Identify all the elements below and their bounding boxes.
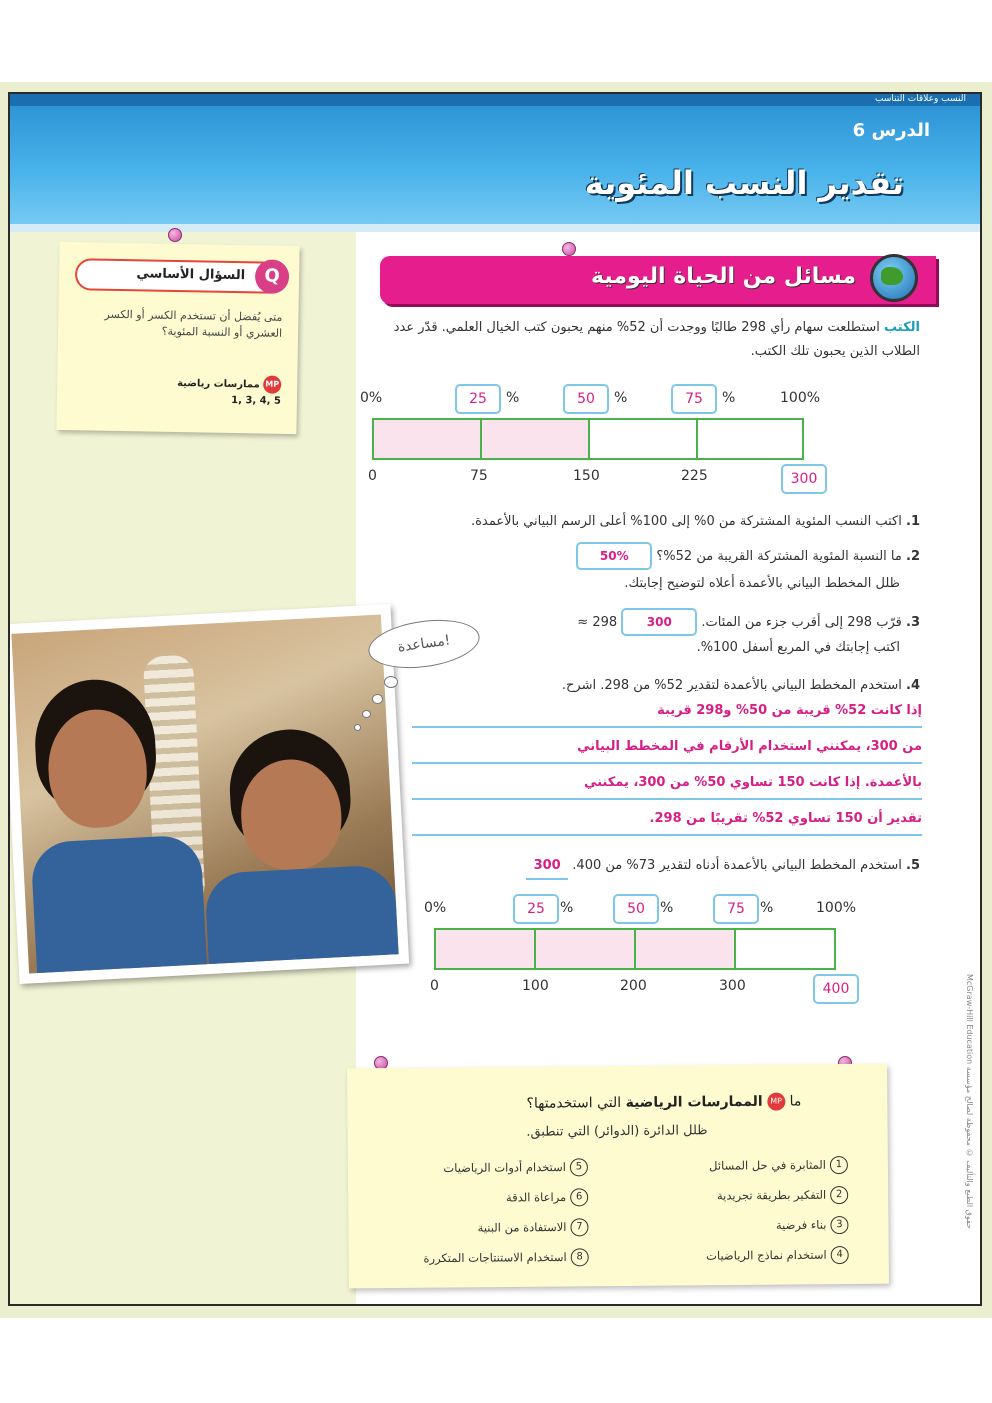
pct-sign: % [560, 900, 574, 916]
students-photo [8, 604, 409, 984]
practice-item[interactable] [423, 1248, 588, 1267]
circle-option[interactable]: 7 [570, 1218, 588, 1236]
total-answer-box[interactable]: 300 [781, 464, 827, 494]
question-text: اكتب النسب المئوية المشتركة من 0% إلى 100% أعلى الرسم البياني بالأعمدة. [471, 514, 902, 529]
practice-item[interactable] [478, 1218, 589, 1237]
percent-bar [372, 418, 804, 460]
copyright-credit: McGraw-Hill Education حقوق الطبع والتأليف © محفوظة لصالح مؤسسة [965, 974, 974, 1229]
pct-sign: % [760, 900, 774, 916]
practice-label: مراعاة الدقة [505, 1189, 567, 1205]
title-suffix: التي استخدمتها؟ [526, 1094, 622, 1112]
question-number: 5. [906, 858, 920, 873]
pct-label-end: 100% [816, 900, 857, 916]
pin-icon [562, 242, 576, 256]
shirt [204, 864, 398, 973]
tick-label: 100 [522, 978, 549, 994]
answer-box[interactable]: 300 [621, 608, 697, 636]
tick-label: 225 [681, 468, 708, 484]
intro-keyword: الكتب [884, 320, 920, 335]
practice-label: استخدام نماذج الرياضيات [706, 1247, 827, 1263]
circle-option[interactable]: 8 [571, 1248, 589, 1266]
percent-bar [434, 928, 836, 970]
bar-segment[interactable] [698, 420, 802, 458]
pct-sign: % [506, 390, 520, 406]
essential-question-note [56, 242, 299, 434]
answer-blank[interactable]: 300 [526, 854, 568, 880]
answer-line[interactable]: من 300، يمكنني استخدام الأرقام في المخطط البياني [412, 728, 922, 764]
shirt [30, 834, 208, 973]
approx-expression: 298 ≈ [577, 615, 618, 630]
question-number: 3. [906, 615, 920, 630]
question-3-instruction: اكتب إجابتك في المربع أسفل 100%. [696, 640, 900, 655]
bar-segment[interactable] [736, 930, 834, 968]
essential-question-text: متى يُفضل أن تستخدم الكسر أو الكسر العشري أو النسبة المئوية؟ [104, 307, 283, 340]
circle-option[interactable]: 2 [830, 1186, 848, 1204]
intro-text: استطلعت سهام رأي 298 طالبًا ووجدت أن 52% منهم يحبون كتب الخيال العلمي. قدّر عدد الطلاب الذين يحبون تلك الكتب. [393, 320, 920, 359]
question-5 [360, 854, 920, 880]
circle-option[interactable]: 6 [570, 1188, 588, 1206]
bar-segment-shaded[interactable] [436, 930, 536, 968]
globe-icon [870, 254, 918, 302]
lesson-number: الدرس 6 [852, 120, 930, 141]
circle-option[interactable]: 3 [830, 1216, 848, 1234]
math-practices-numbers: 1, 3, 4, 5 [231, 394, 282, 407]
bar-segment[interactable] [590, 420, 698, 458]
question-text: استخدم المخطط البياني بالأعمدة أدناه لتقدير 73% من 400. [572, 858, 902, 873]
math-practices-label [177, 374, 281, 394]
tick-label: 200 [620, 978, 647, 994]
practice-item[interactable] [443, 1158, 588, 1177]
answer-box[interactable]: 50% [576, 542, 652, 570]
student-right [187, 724, 399, 973]
practice-item[interactable] [709, 1156, 848, 1175]
bar-segment-shaded[interactable] [536, 930, 636, 968]
photo-scene [11, 615, 398, 974]
answer-line[interactable]: إذا كانت 52% قريبة من 50% و298 قريبة [412, 692, 922, 728]
circle-option[interactable]: 1 [830, 1156, 848, 1174]
practice-item[interactable] [706, 1246, 849, 1265]
answer-line[interactable]: تقدير أن 150 تساوي 52% تقريبًا من 298. [412, 800, 922, 836]
question-text: ما النسبة المئوية المشتركة القريبة من 52%؟ [656, 549, 902, 564]
mp-badge-icon: MP [263, 375, 281, 393]
practice-label: التفكير بطريقة تجريدية [716, 1187, 827, 1203]
pct-label-end: 100% [780, 390, 821, 406]
tick-label: 0 [430, 978, 439, 994]
breadcrumb-bar [10, 94, 980, 106]
pct-sign: % [660, 900, 674, 916]
tick-label: 300 [719, 978, 746, 994]
breadcrumb: النسب وعلاقات التناسب [875, 94, 966, 104]
student-left [21, 665, 208, 974]
pct-sign: % [722, 390, 736, 406]
practice-item[interactable] [776, 1216, 849, 1235]
practice-label: استخدام الاستنتاجات المتكررة [423, 1249, 567, 1266]
real-world-banner [380, 256, 936, 304]
title-bold: الممارسات الرياضية [625, 1093, 763, 1111]
pct-label-start: 0% [424, 900, 447, 916]
question-number: 2. [906, 549, 920, 564]
question-2-instruction: ظلل المخطط البياني بالأعمدة أعلاه لتوضيح إجابتك. [624, 576, 900, 591]
question-1 [360, 510, 920, 534]
pct-answer-box[interactable]: 50 [613, 894, 659, 924]
globe-land [881, 267, 903, 285]
question-text: استخدم المخطط البياني بالأعمدة لتقدير 52% من 298. اشرح. [561, 678, 902, 693]
math-practices-title [526, 1092, 801, 1112]
pct-sign: % [614, 390, 628, 406]
question-icon: Q [255, 259, 290, 294]
circle-option[interactable]: 5 [570, 1158, 588, 1176]
math-practices-note [347, 1064, 889, 1289]
textbook-page [8, 92, 982, 1306]
page-title: تقدير النسب المئوية [584, 164, 904, 202]
question-3 [360, 608, 920, 636]
answer-line[interactable]: بالأعمدة. إذا كانت 150 تساوي 50% من 300، يمكنني [412, 764, 922, 800]
practice-label: بناء فرضية [775, 1217, 827, 1233]
pin-icon [168, 228, 182, 242]
pct-answer-box[interactable]: 25 [455, 384, 501, 414]
tick-label: 75 [470, 468, 488, 484]
bar-segment-shaded[interactable] [482, 420, 590, 458]
lesson-header [10, 94, 980, 232]
circle-option[interactable]: 4 [831, 1246, 849, 1264]
bar-segment-shaded[interactable] [374, 420, 482, 458]
pct-label-start: 0% [360, 390, 383, 406]
pct-answer-box[interactable]: 25 [513, 894, 559, 924]
thought-bubble: مساعدة! [365, 613, 482, 674]
header-stripe [10, 224, 980, 232]
essential-question-header [75, 258, 288, 294]
practice-label: استخدام أدوات الرياضيات [443, 1159, 566, 1176]
intro-paragraph [360, 316, 920, 364]
tick-label: 0 [368, 468, 377, 484]
practice-item[interactable] [506, 1188, 588, 1207]
total-answer-box[interactable]: 400 [813, 974, 859, 1004]
essential-question-label: السؤال الأساسي [136, 266, 246, 284]
bubble-dot [362, 710, 371, 718]
math-practices-text: ممارسات رياضية [177, 377, 260, 391]
bubble-dot [354, 724, 361, 731]
pct-answer-box[interactable]: 75 [671, 384, 717, 414]
tick-label: 150 [573, 468, 600, 484]
practice-item[interactable] [717, 1186, 848, 1205]
question-number: 4. [906, 678, 920, 693]
bar-segment-shaded[interactable] [636, 930, 736, 968]
practice-label: المثابرة في حل المسائل [709, 1157, 826, 1173]
practice-label: الاستفادة من البنية [477, 1219, 567, 1235]
math-practices-instruction: ظلل الدائرة (الدوائر) التي تنطبق. [526, 1123, 708, 1140]
question-number: 1. [906, 514, 920, 529]
banner-title: مسائل من الحياة اليومية [591, 264, 856, 289]
question-2 [360, 542, 920, 570]
pct-answer-box[interactable]: 50 [563, 384, 609, 414]
title-prefix: ما [789, 1093, 802, 1110]
question-text: قرّب 298 إلى أقرب جزء من المئات. [701, 615, 902, 630]
mp-badge-icon: MP [767, 1093, 785, 1111]
pct-answer-box[interactable]: 75 [713, 894, 759, 924]
